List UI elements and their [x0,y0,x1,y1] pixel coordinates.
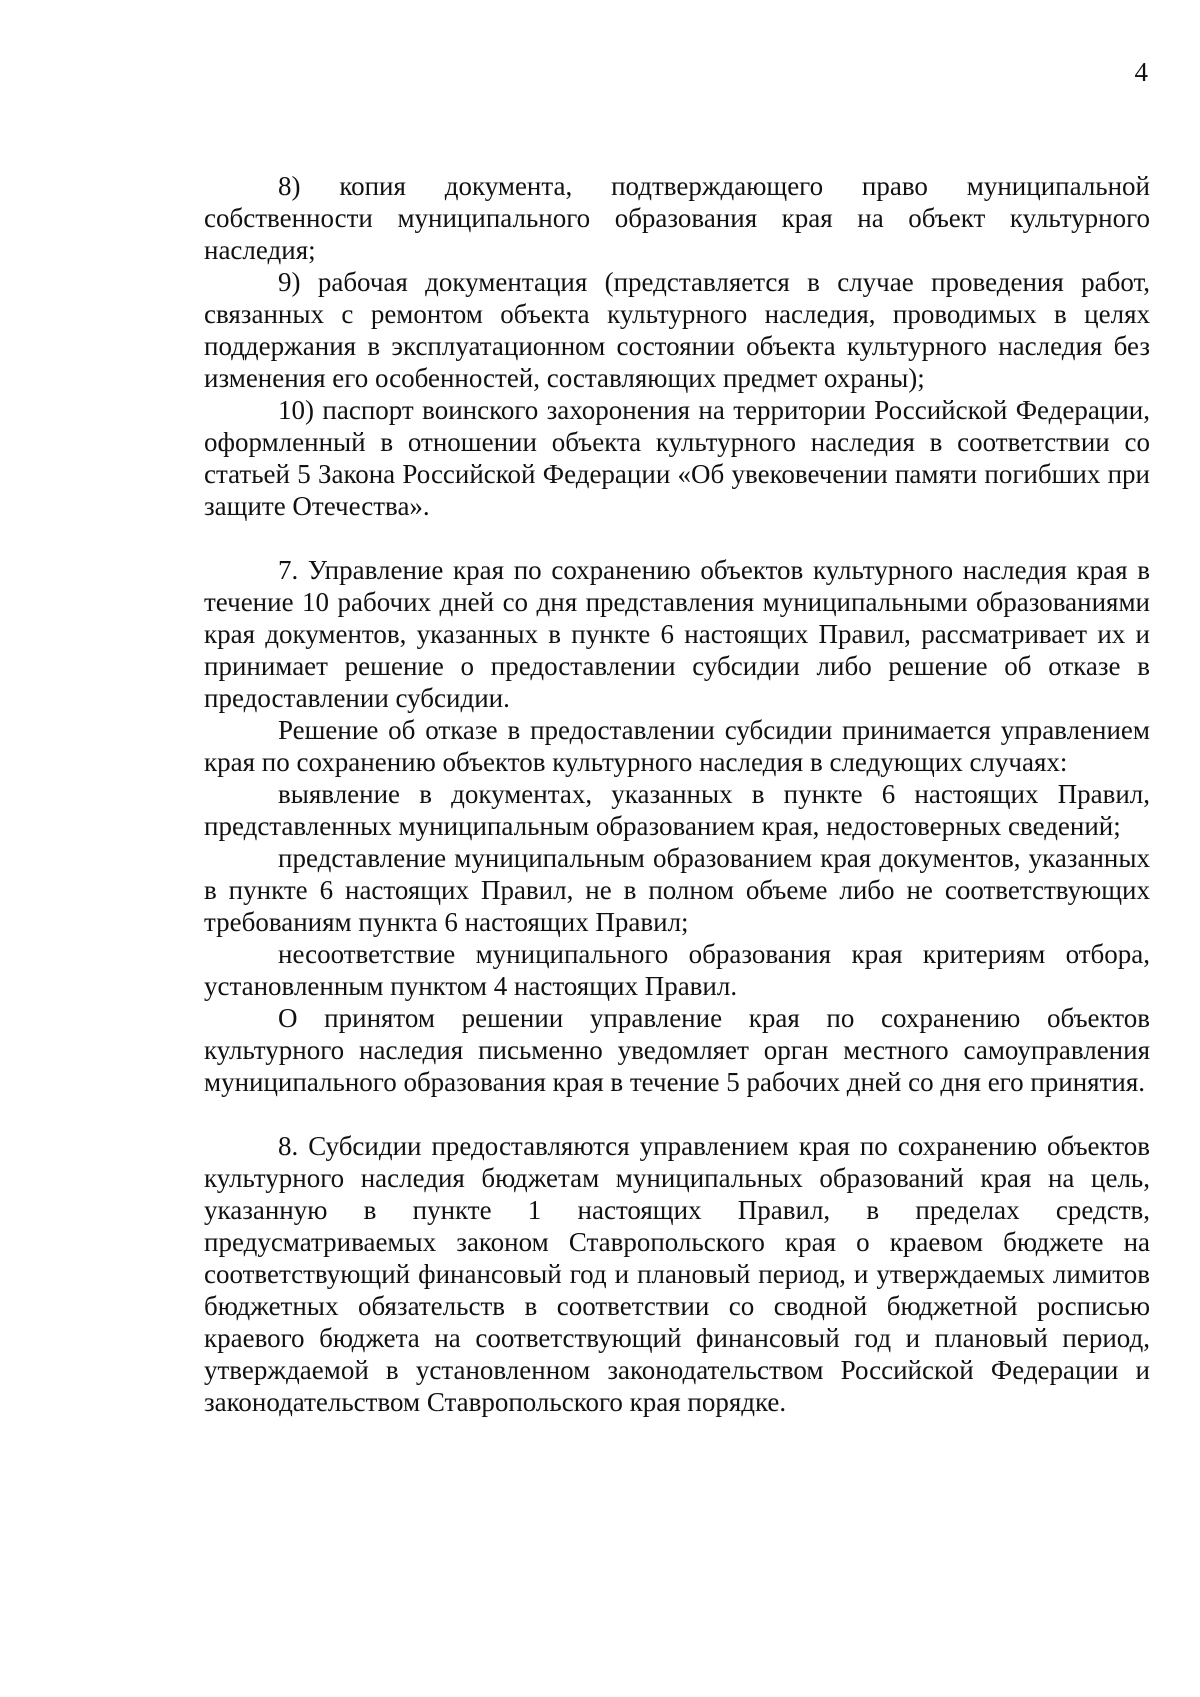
refusal-case-criteria-mismatch: несоответствие муниципального образования края критериям отбора, установленным пунктом 4 настоящих Правил. [204,939,1150,1001]
clause-7: 7. Управление края по сохранению объектов культурного наследия края в течение 10 рабочих дней со дня представления муниципальными образованиями края документов, указанных в пункте 6 настоящих Правил, рассматривает их и принимает решение о предоставлении субсидии либо решение об отказе в предоставлении субсидии. [204,555,1150,713]
list-item-10-war-grave-passport: 10) паспорт воинского захоронения на территории Российской Федерации, оформленный в отношении объекта культурного наследия в соответствии со статьей 5 Закона Российской Федерации «Об увековечении памяти погибших при защите Отечества». [204,395,1150,521]
list-item-9-working-documentation: 9) рабочая документация (представляется в случае проведения работ, связанных с ремонтом объекта культурного наследия, проводимых в целях поддержания в эксплуатационном состоянии объекта культурного наследия без изменения его особенностей, составляющих предмет охраны); [204,267,1150,393]
notification-paragraph: О принятом решении управление края по сохранению объектов культурного наследия письменно уведомляет орган местного самоуправления муниципального образования края в течение 5 рабочих дней со дня его принятия. [204,1003,1150,1097]
page-number: 4 [1134,57,1148,87]
refusal-case-incomplete-documents: представление муниципальным образованием края документов, указанных в пункте 6 настоящих Правил, не в полном объеме либо не соответствующих требованиям пункта 6 настоящих Правил; [204,843,1150,937]
document-body [204,170,1150,1418]
clause-8: 8. Субсидии предоставляются управлением края по сохранению объектов культурного наследия бюджетам муниципальных образований края на цель, указанную в пункте 1 настоящих Правил, в пределах средств, предусматриваемых законом Ставропольского края о краевом бюджете на соответствующий финансовый год и плановый период, и утверждаемых лимитов бюджетных обязательств в соответствии со сводной бюджетной росписью краевого бюджета на соответствующий финансовый год и плановый период, утверждаемой в установленном законодательством Российской Федерации и законодательством Ставропольского края порядке. [204,1131,1150,1417]
list-item-8-copy-of-ownership-document: 8) копия документа, подтверждающего право муниципальной собственности муниципального образования края на объект культурного наследия; [204,171,1150,265]
refusal-case-unreliable-info: выявление в документах, указанных в пункте 6 настоящих Правил, представленных муниципальным образованием края, недостоверных сведений; [204,779,1150,841]
refusal-decision-paragraph: Решение об отказе в предоставлении субсидии принимается управлением края по сохранению объектов культурного наследия в следующих случаях: [204,715,1150,777]
